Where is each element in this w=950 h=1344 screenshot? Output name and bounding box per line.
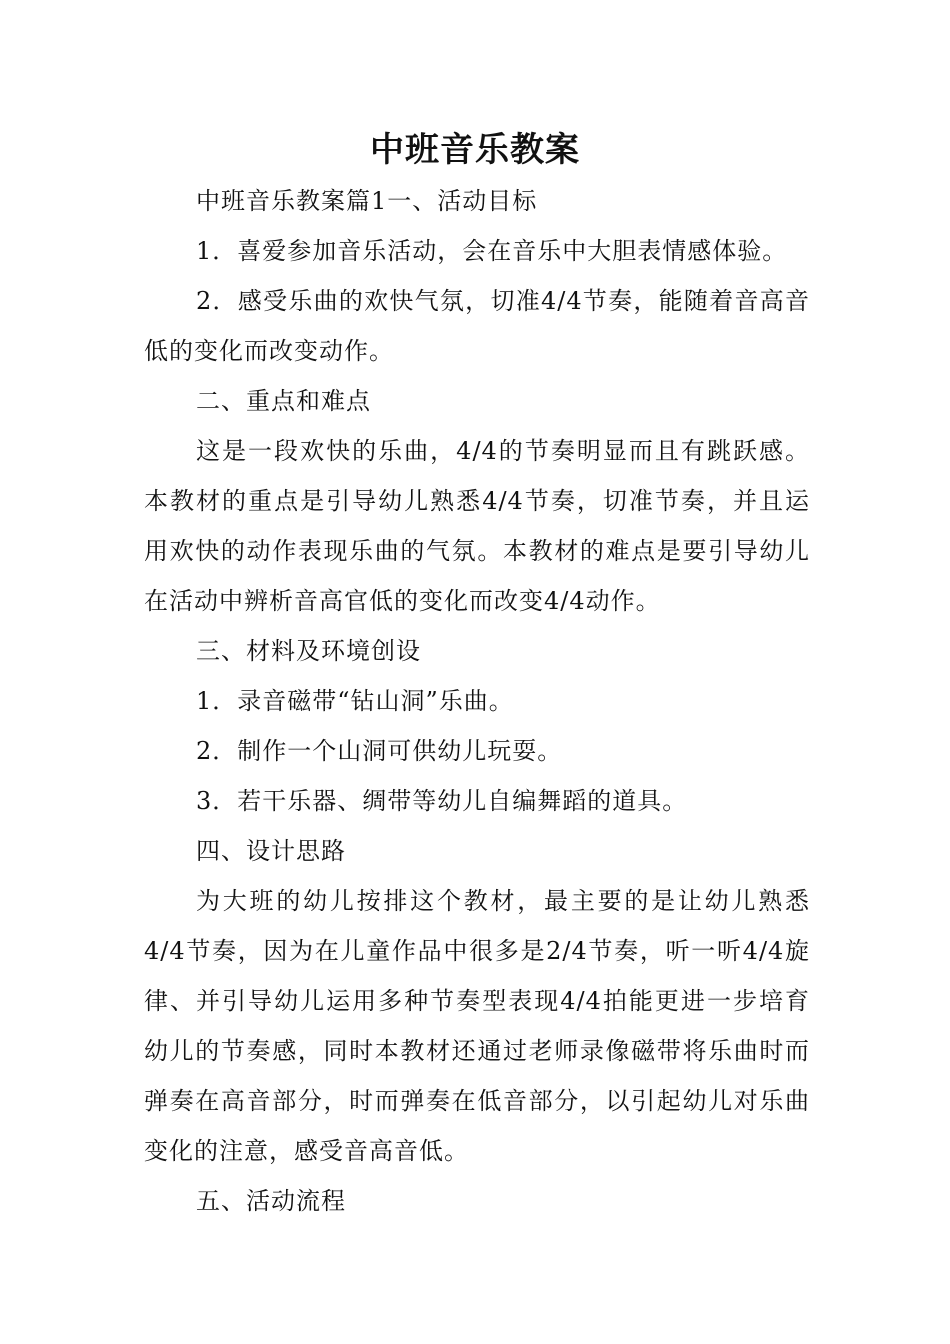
paragraph-key-points: 这是一段欢快的乐曲，4/4的节奏明显而且有跳跃感。本教材的重点是引导幼儿熟悉4/4节奏，切准节奏，并且运用欢快的动作表现乐曲的气氛。本教材的难点是要引导幼儿在活动中辨析音高官低的变化而改变4/4动作。 — [144, 437, 810, 615]
paragraph-material-3: 3．若干乐器、绸带等幼儿自编舞蹈的道具。 — [196, 787, 688, 815]
paragraph-material-2: 2．制作一个山洞可供幼儿玩耍。 — [196, 737, 563, 765]
paragraph-intro-heading: 中班音乐教案篇1一、活动目标 — [196, 187, 538, 215]
paragraph-goal-1: 1．喜爱参加音乐活动，会在音乐中大胆表情感体验。 — [196, 237, 788, 265]
paragraph-design-idea: 为大班的幼儿按排这个教材，最主要的是让幼儿熟悉4/4节奏，因为在儿童作品中很多是2/4节奏，听一听4/4旋律、并引导幼儿运用多种节奏型表现4/4拍能更进一步培育幼儿的节奏感，同时本教材还通过老师录像磁带将乐曲时而弹奏在高音部分，时而弹奏在低音部分，以引起幼儿对乐曲变化的注意，感受音高音低。 — [144, 887, 810, 1165]
paragraph-material-1: 1．录音磁带“钻山洞”乐曲。 — [196, 687, 514, 715]
document-body — [144, 176, 810, 1226]
paragraph-section-5-heading: 五、活动流程 — [196, 1187, 346, 1215]
paragraph-section-3-heading: 三、材料及环境创设 — [196, 637, 421, 665]
document-title: 中班音乐教案 — [370, 130, 580, 170]
paragraph-section-2-heading: 二、重点和难点 — [196, 387, 371, 415]
paragraph-goal-2: 2．感受乐曲的欢快气氛，切准4/4节奏，能随着音高音低的变化而改变动作。 — [144, 287, 810, 365]
paragraph-section-4-heading: 四、设计思路 — [196, 837, 346, 865]
